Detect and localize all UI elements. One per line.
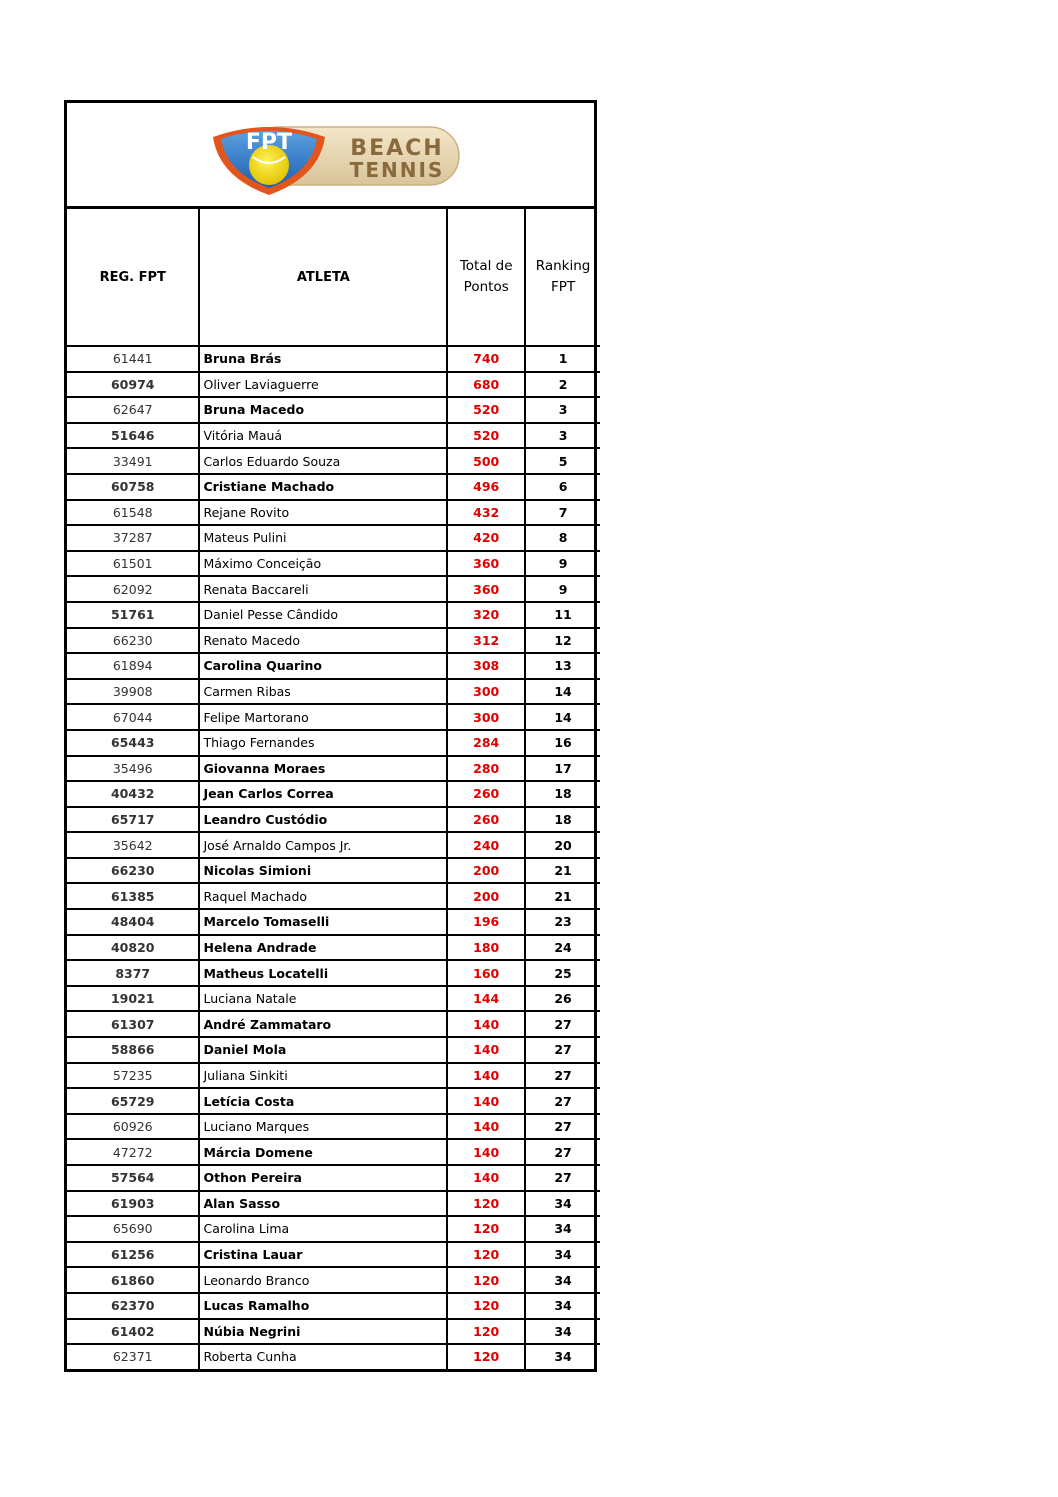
reg-cell: 57235: [67, 1063, 199, 1089]
reg-cell: 51761: [67, 602, 199, 628]
rank-cell: 34: [525, 1191, 600, 1217]
points-cell: 140: [447, 1037, 525, 1063]
table-row: [67, 807, 600, 833]
athlete-cell: Rejane Rovito: [199, 500, 447, 526]
logo-header: [64, 100, 597, 206]
points-cell: 300: [447, 704, 525, 730]
rank-cell: 2: [525, 372, 600, 398]
reg-cell: 62371: [67, 1344, 199, 1369]
rank-cell: 20: [525, 832, 600, 858]
athlete-cell: Leandro Custódio: [199, 807, 447, 833]
points-cell: 300: [447, 679, 525, 705]
athlete-cell: Mateus Pulini: [199, 525, 447, 551]
points-cell: 240: [447, 832, 525, 858]
table-row: [67, 730, 600, 756]
reg-cell: 8377: [67, 960, 199, 986]
reg-cell: 61860: [67, 1267, 199, 1293]
rank-cell: 13: [525, 653, 600, 679]
rank-cell: 11: [525, 602, 600, 628]
points-cell: 120: [447, 1319, 525, 1345]
points-cell: 140: [447, 1165, 525, 1191]
ranking-table-wrap: [64, 206, 597, 1372]
ranking-rows: [67, 346, 600, 1369]
points-cell: 120: [447, 1293, 525, 1319]
reg-cell: 66230: [67, 858, 199, 884]
points-cell: 196: [447, 909, 525, 935]
athlete-cell: Roberta Cunha: [199, 1344, 447, 1369]
table-row: [67, 551, 600, 577]
points-cell: 140: [447, 1114, 525, 1140]
reg-cell: 61307: [67, 1011, 199, 1037]
rank-cell: 34: [525, 1242, 600, 1268]
reg-cell: 61402: [67, 1319, 199, 1345]
table-row: [67, 909, 600, 935]
athlete-cell: Carlos Eduardo Souza: [199, 448, 447, 474]
table-row: [67, 474, 600, 500]
athlete-cell: Carolina Quarino: [199, 653, 447, 679]
header-points-line1: Total de: [459, 258, 513, 274]
points-cell: 496: [447, 474, 525, 500]
points-cell: 144: [447, 986, 525, 1012]
athlete-cell: Felipe Martorano: [199, 704, 447, 730]
reg-cell: 65443: [67, 730, 199, 756]
reg-cell: 62092: [67, 576, 199, 602]
table-row: [67, 781, 600, 807]
rank-cell: 3: [525, 423, 600, 449]
athlete-cell: Carolina Lima: [199, 1216, 447, 1242]
table-row: [67, 1165, 600, 1191]
points-cell: 360: [447, 576, 525, 602]
points-cell: 180: [447, 935, 525, 961]
rank-cell: 9: [525, 576, 600, 602]
reg-cell: 61256: [67, 1242, 199, 1268]
header-points: [447, 209, 525, 346]
rank-cell: 1: [525, 346, 600, 372]
points-cell: 420: [447, 525, 525, 551]
points-cell: 312: [447, 628, 525, 654]
table-row: [67, 500, 600, 526]
rank-cell: 12: [525, 628, 600, 654]
rank-cell: 27: [525, 1037, 600, 1063]
points-cell: 120: [447, 1267, 525, 1293]
athlete-cell: Marcelo Tomaselli: [199, 909, 447, 935]
reg-cell: 65729: [67, 1088, 199, 1114]
athlete-cell: Jean Carlos Correa: [199, 781, 447, 807]
reg-cell: 61894: [67, 653, 199, 679]
table-row: [67, 372, 600, 398]
table-row: [67, 1344, 600, 1369]
reg-cell: 62370: [67, 1293, 199, 1319]
athlete-cell: Luciano Marques: [199, 1114, 447, 1140]
table-row: [67, 397, 600, 423]
reg-cell: 37287: [67, 525, 199, 551]
table-row: [67, 935, 600, 961]
athlete-cell: Bruna Macedo: [199, 397, 447, 423]
reg-cell: 51646: [67, 423, 199, 449]
table-row: [67, 1293, 600, 1319]
reg-cell: 19021: [67, 986, 199, 1012]
reg-cell: 61385: [67, 883, 199, 909]
reg-cell: 60926: [67, 1114, 199, 1140]
reg-cell: 61548: [67, 500, 199, 526]
rank-cell: 18: [525, 807, 600, 833]
points-cell: 320: [447, 602, 525, 628]
table-row: [67, 628, 600, 654]
reg-cell: 47272: [67, 1139, 199, 1165]
reg-cell: 35642: [67, 832, 199, 858]
rank-cell: 14: [525, 704, 600, 730]
table-row: [67, 1242, 600, 1268]
header-ranking-line2: FPT: [550, 279, 576, 295]
table-row: [67, 679, 600, 705]
athlete-cell: Bruna Brás: [199, 346, 447, 372]
athlete-cell: Raquel Machado: [199, 883, 447, 909]
reg-cell: 61441: [67, 346, 199, 372]
reg-cell: 40820: [67, 935, 199, 961]
table-row: [67, 653, 600, 679]
table-row: [67, 832, 600, 858]
athlete-cell: Luciana Natale: [199, 986, 447, 1012]
table-row: [67, 1114, 600, 1140]
rank-cell: 8: [525, 525, 600, 551]
rank-cell: 9: [525, 551, 600, 577]
header-ranking-line1: Ranking: [535, 258, 591, 274]
points-cell: 284: [447, 730, 525, 756]
rank-cell: 23: [525, 909, 600, 935]
rank-cell: 27: [525, 1114, 600, 1140]
reg-cell: 65690: [67, 1216, 199, 1242]
rank-cell: 5: [525, 448, 600, 474]
points-cell: 120: [447, 1216, 525, 1242]
rank-cell: 27: [525, 1139, 600, 1165]
athlete-cell: Helena Andrade: [199, 935, 447, 961]
table-row: [67, 448, 600, 474]
athlete-cell: André Zammataro: [199, 1011, 447, 1037]
table-row: [67, 986, 600, 1012]
rank-cell: 34: [525, 1319, 600, 1345]
rank-cell: 7: [525, 500, 600, 526]
rank-cell: 27: [525, 1011, 600, 1037]
athlete-cell: Oliver Laviaguerre: [199, 372, 447, 398]
athlete-cell: Thiago Fernandes: [199, 730, 447, 756]
rank-cell: 16: [525, 730, 600, 756]
table-row: [67, 883, 600, 909]
rank-cell: 26: [525, 986, 600, 1012]
rank-cell: 27: [525, 1088, 600, 1114]
table-row: [67, 960, 600, 986]
athlete-cell: Matheus Locatelli: [199, 960, 447, 986]
header-ranking: [525, 209, 600, 346]
table-row: [67, 1139, 600, 1165]
athlete-cell: Daniel Mola: [199, 1037, 447, 1063]
points-cell: 140: [447, 1011, 525, 1037]
points-cell: 308: [447, 653, 525, 679]
table-row: [67, 756, 600, 782]
header-reg: REG. FPT: [67, 209, 199, 346]
table-row: [67, 1319, 600, 1345]
athlete-cell: Leonardo Branco: [199, 1267, 447, 1293]
points-cell: 120: [447, 1191, 525, 1217]
reg-cell: 61903: [67, 1191, 199, 1217]
points-cell: 140: [447, 1088, 525, 1114]
athlete-cell: Márcia Domene: [199, 1139, 447, 1165]
athlete-cell: Lucas Ramalho: [199, 1293, 447, 1319]
points-cell: 200: [447, 883, 525, 909]
table-row: [67, 1267, 600, 1293]
rank-cell: 27: [525, 1063, 600, 1089]
ranking-sheet: [64, 100, 597, 1372]
points-cell: 140: [447, 1063, 525, 1089]
athlete-cell: Giovanna Moraes: [199, 756, 447, 782]
table-row: [67, 1063, 600, 1089]
athlete-cell: Othon Pereira: [199, 1165, 447, 1191]
athlete-cell: Daniel Pesse Cândido: [199, 602, 447, 628]
logo-brand: FPT: [245, 130, 293, 155]
header-points-line2: Pontos: [463, 279, 509, 295]
rank-cell: 34: [525, 1216, 600, 1242]
athlete-cell: Vitória Mauá: [199, 423, 447, 449]
points-cell: 280: [447, 756, 525, 782]
reg-cell: 67044: [67, 704, 199, 730]
reg-cell: 58866: [67, 1037, 199, 1063]
reg-cell: 60974: [67, 372, 199, 398]
rank-cell: 24: [525, 935, 600, 961]
rank-cell: 34: [525, 1293, 600, 1319]
reg-cell: 61501: [67, 551, 199, 577]
points-cell: 140: [447, 1139, 525, 1165]
header-row: [67, 209, 600, 346]
rank-cell: 17: [525, 756, 600, 782]
table-row: [67, 423, 600, 449]
header-athlete: ATLETA: [199, 209, 447, 346]
reg-cell: 33491: [67, 448, 199, 474]
athlete-cell: Núbia Negrini: [199, 1319, 447, 1345]
athlete-cell: Cristiane Machado: [199, 474, 447, 500]
athlete-cell: Renata Baccareli: [199, 576, 447, 602]
points-cell: 500: [447, 448, 525, 474]
points-cell: 740: [447, 346, 525, 372]
reg-cell: 39908: [67, 679, 199, 705]
logo-line1: BEACH: [350, 136, 444, 161]
table-row: [67, 525, 600, 551]
athlete-cell: Carmen Ribas: [199, 679, 447, 705]
rank-cell: 21: [525, 883, 600, 909]
table-row: [67, 704, 600, 730]
athlete-cell: Nicolas Simioni: [199, 858, 447, 884]
table-row: [67, 1011, 600, 1037]
points-cell: 260: [447, 781, 525, 807]
table-row: [67, 1088, 600, 1114]
reg-cell: 57564: [67, 1165, 199, 1191]
athlete-cell: Juliana Sinkiti: [199, 1063, 447, 1089]
rank-cell: 34: [525, 1267, 600, 1293]
points-cell: 120: [447, 1242, 525, 1268]
table-row: [67, 1037, 600, 1063]
fpt-beach-tennis-logo: [209, 117, 529, 197]
athlete-cell: Cristina Lauar: [199, 1242, 447, 1268]
rank-cell: 3: [525, 397, 600, 423]
reg-cell: 62647: [67, 397, 199, 423]
rank-cell: 25: [525, 960, 600, 986]
rank-cell: 27: [525, 1165, 600, 1191]
points-cell: 160: [447, 960, 525, 986]
ranking-table: [67, 209, 600, 1369]
reg-cell: 35496: [67, 756, 199, 782]
athlete-cell: Letícia Costa: [199, 1088, 447, 1114]
athlete-cell: Alan Sasso: [199, 1191, 447, 1217]
reg-cell: 65717: [67, 807, 199, 833]
points-cell: 432: [447, 500, 525, 526]
rank-cell: 34: [525, 1344, 600, 1369]
points-cell: 360: [447, 551, 525, 577]
points-cell: 120: [447, 1344, 525, 1369]
rank-cell: 21: [525, 858, 600, 884]
athlete-cell: Máximo Conceição: [199, 551, 447, 577]
table-row: [67, 602, 600, 628]
rank-cell: 18: [525, 781, 600, 807]
table-row: [67, 858, 600, 884]
points-cell: 200: [447, 858, 525, 884]
athlete-cell: José Arnaldo Campos Jr.: [199, 832, 447, 858]
points-cell: 520: [447, 397, 525, 423]
points-cell: 260: [447, 807, 525, 833]
rank-cell: 14: [525, 679, 600, 705]
points-cell: 680: [447, 372, 525, 398]
table-row: [67, 346, 600, 372]
reg-cell: 48404: [67, 909, 199, 935]
table-row: [67, 1191, 600, 1217]
reg-cell: 40432: [67, 781, 199, 807]
points-cell: 520: [447, 423, 525, 449]
rank-cell: 6: [525, 474, 600, 500]
table-row: [67, 576, 600, 602]
reg-cell: 60758: [67, 474, 199, 500]
logo-line2: TENNIS: [349, 158, 445, 182]
table-row: [67, 1216, 600, 1242]
athlete-cell: Renato Macedo: [199, 628, 447, 654]
reg-cell: 66230: [67, 628, 199, 654]
